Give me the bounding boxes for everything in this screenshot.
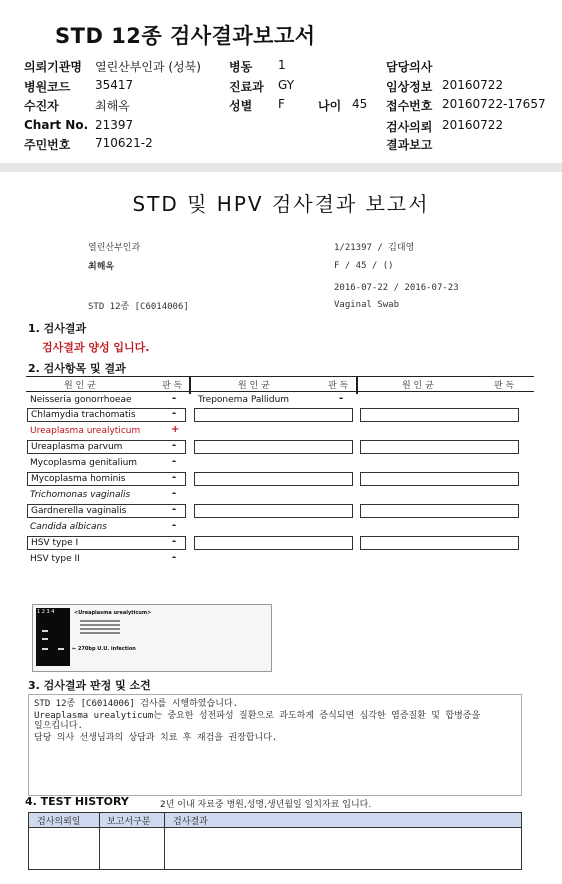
- item-sign-positive: +: [171, 424, 180, 435]
- item-name: Trichomonas vaginalis: [30, 490, 131, 500]
- patient-name: 최해옥: [88, 262, 115, 272]
- gel-band-label: ← 270bp U.U. infection: [72, 646, 136, 652]
- empty-cell: [360, 536, 519, 550]
- item-sign: -: [172, 456, 177, 467]
- empty-cell: [194, 504, 353, 518]
- gel-band: [42, 638, 48, 640]
- report-label: 결과보고: [386, 138, 433, 152]
- rrn-value: 710621-2: [95, 136, 153, 150]
- chart-label: Chart No.: [24, 118, 89, 132]
- finding-line: 담당 의사 선생님과의 상담과 치료 후 재검을 권장합니다.: [34, 733, 278, 743]
- code-label: 병원코드: [24, 80, 71, 94]
- col-judgement-3: 판 독: [494, 381, 515, 391]
- item-sign: -: [172, 393, 177, 404]
- col-pathogen-2: 원 인 균: [238, 381, 270, 391]
- test-code: STD 12종 [C6014006]: [88, 302, 189, 312]
- item-sign: -: [339, 393, 344, 404]
- item-sign: -: [172, 536, 177, 547]
- patient-label: 수진자: [24, 99, 59, 113]
- findings-box: [28, 694, 522, 796]
- item-name: HSV type I: [27, 536, 186, 550]
- section3-title: 3. 검사결과 판정 및 소견: [28, 679, 151, 692]
- item-name: Ureaplasma parvum: [27, 440, 186, 454]
- history-table: [28, 812, 522, 870]
- clinical-label: 임상정보: [386, 80, 433, 94]
- specimen: Vaginal Swab: [334, 300, 400, 310]
- patient-value: 최해옥: [95, 99, 130, 113]
- empty-cell: [194, 408, 353, 422]
- age-label: 나이: [318, 99, 342, 113]
- gel-lane-labels: 1 2 3 4: [37, 609, 55, 615]
- results-table-header: [26, 376, 534, 392]
- section1-title: 1. 검사결과: [28, 322, 87, 335]
- history-note: 2년 이내 자료중 병원,성명,생년월일 일치자료 입니다.: [160, 800, 372, 810]
- item-sign: -: [172, 440, 177, 451]
- item-name-positive: Ureaplasma urealyticum: [30, 426, 141, 436]
- sex-value: F: [278, 97, 285, 111]
- age-value: 45: [352, 97, 368, 111]
- empty-cell: [194, 440, 353, 454]
- gel-legend: [80, 620, 120, 638]
- finding-line: Ureaplasma urealyticum는 중요한 성전파성 질환으로 과도하게 증식되면 심각한 염증질환 및 합병증을: [34, 711, 481, 721]
- col-pathogen: 원 인 균: [64, 381, 96, 391]
- item-sign: -: [172, 552, 177, 563]
- empty-cell: [360, 408, 519, 422]
- gel-band: [58, 648, 64, 650]
- hospital-value: 열린산부인과 (성북): [95, 60, 201, 74]
- doctor-label: 담당의사: [386, 60, 433, 74]
- request-label: 검사의뢰: [386, 120, 433, 134]
- dates: 2016-07-22 / 2016-07-23: [334, 283, 459, 293]
- hospital-label: 의뢰기관명: [24, 60, 82, 74]
- item-sign: -: [172, 488, 177, 499]
- col-judgement: 판 독: [162, 381, 183, 391]
- item-name: HSV type II: [30, 554, 80, 564]
- item-name: Gardnerella vaginalis: [27, 504, 186, 518]
- col-pathogen-3: 원 인 균: [402, 381, 434, 391]
- gel-band: [42, 630, 48, 632]
- item-name: Candida albicans: [30, 522, 107, 532]
- empty-cell: [194, 536, 353, 550]
- request-value: 20160722: [442, 118, 504, 132]
- item-sign: -: [172, 520, 177, 531]
- empty-cell: [194, 472, 353, 486]
- history-table-header: [29, 813, 521, 828]
- item-name: Treponema Pallidum: [198, 395, 290, 405]
- dept-value: GY: [278, 78, 295, 92]
- col-judgement-2: 판 독: [328, 381, 349, 391]
- section4-title: 4. TEST HISTORY: [25, 795, 129, 808]
- item-sign: -: [172, 504, 177, 515]
- clinical-value: 20160722: [442, 78, 504, 92]
- page-title: STD 12종 검사결과보고서: [55, 24, 316, 48]
- item-name: Chlamydia trachomatis: [27, 408, 186, 422]
- hist-col-request-date: 검사의뢰일: [37, 817, 81, 827]
- clinic-name: 열린산부인과: [88, 243, 141, 253]
- dept-label: 진료과: [229, 80, 264, 94]
- chart-value: 21397: [95, 118, 134, 132]
- gel-band: [42, 648, 48, 650]
- item-name: Mycoplasma genitalium: [30, 458, 138, 468]
- empty-cell: [360, 504, 519, 518]
- gel-caption: <Ureaplasma urealyticum>: [74, 610, 152, 616]
- item-sign: -: [172, 472, 177, 483]
- result-summary: 검사결과 양성 입니다.: [42, 341, 150, 354]
- item-sign: -: [172, 408, 177, 419]
- empty-cell: [360, 472, 519, 486]
- hist-col-report-type: 보고서구분: [107, 817, 151, 827]
- sex-age: F / 45 / (): [334, 261, 394, 271]
- ward-label: 병동: [229, 60, 253, 74]
- finding-line: STD 12종 [C6014006] 검사를 시행하였습니다.: [34, 699, 239, 709]
- empty-cell: [360, 440, 519, 454]
- hist-col-result: 검사결과: [173, 817, 208, 827]
- item-name: Neisseria gonorrhoeae: [30, 395, 132, 405]
- gel-electrophoresis-image: [36, 608, 70, 666]
- code-value: 35417: [95, 78, 134, 92]
- gel-band-label-text: 270bp U.U. infection: [77, 646, 136, 652]
- report-title: STD 및 HPV 검사결과 보고서: [132, 192, 430, 216]
- col-divider: [356, 376, 358, 394]
- item-name: Mycoplasma hominis: [27, 472, 186, 486]
- receipt-label: 접수번호: [386, 99, 433, 113]
- ward-value: 1: [278, 58, 286, 72]
- sex-label: 성별: [229, 99, 253, 113]
- col-divider: [99, 813, 100, 869]
- rrn-label: 주민번호: [24, 138, 71, 152]
- col-divider: [164, 813, 165, 869]
- receipt-value: 20160722-17657: [442, 97, 546, 111]
- finding-line: 일으킵니다.: [34, 721, 83, 731]
- section2-title: 2. 검사항목 및 결과: [28, 362, 126, 375]
- chart-doctor: 1/21397 / 김대영: [334, 243, 415, 253]
- col-divider: [189, 376, 191, 394]
